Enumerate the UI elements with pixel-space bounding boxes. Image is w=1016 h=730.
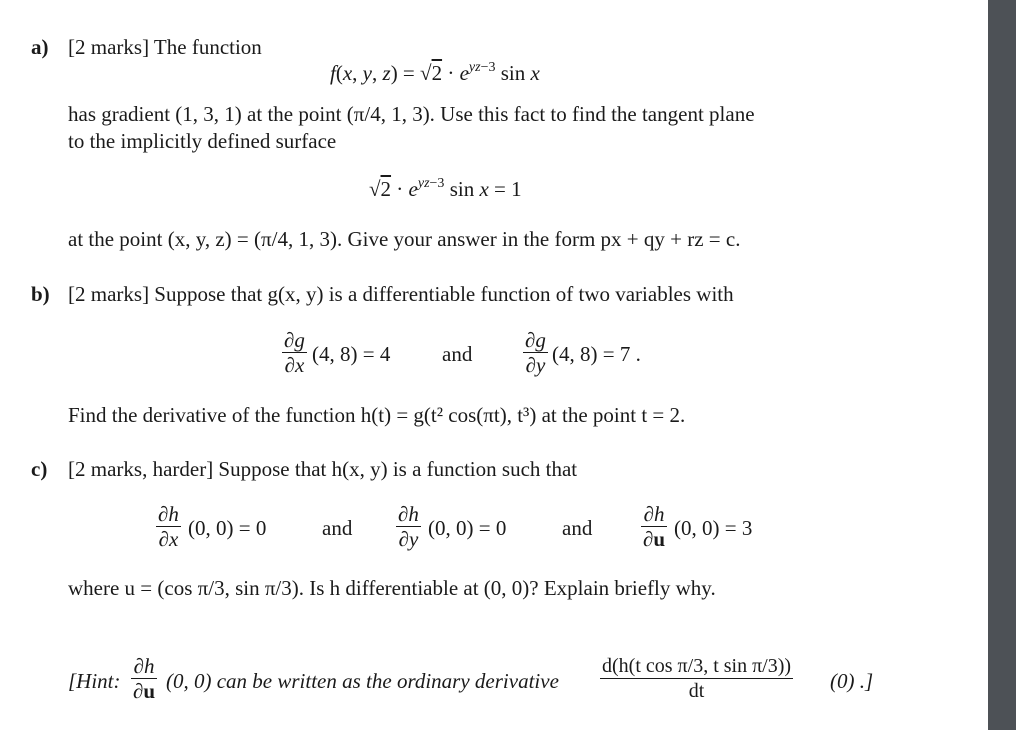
function-equation: [330, 60, 540, 86]
dg-dy-denominator: ∂y: [523, 352, 548, 377]
window-scrollbar-edge[interactable]: [988, 0, 1016, 730]
dh-dy-numerator: ∂h: [398, 502, 419, 526]
dg-dy-value: (4, 8) = 7 .: [552, 342, 641, 366]
dh-du-denominator: ∂u: [643, 527, 666, 551]
part-a-intro: [2 marks] The function: [68, 35, 262, 59]
dg-dy-fraction: [523, 328, 548, 377]
part-c-and-1: and: [322, 516, 353, 540]
dh-dx-denominator: ∂x: [156, 526, 181, 551]
part-a-label: a): [31, 35, 49, 59]
dh-du-numerator: ∂h: [643, 502, 665, 526]
dh-du-value: (0, 0) = 3: [674, 516, 753, 540]
dg-dx-fraction: [282, 328, 307, 377]
dg-dy-numerator: ∂g: [525, 328, 546, 352]
hint-open: [Hint:: [68, 669, 121, 693]
part-a-line3: at the point (x, y, z) = (π/4, 1, 3). Give your answer in the form px + qy + rz = c.: [68, 227, 741, 251]
hint-dh-du-denominator: ∂u: [133, 679, 156, 703]
part-c-label: c): [31, 457, 48, 481]
dh-dx-fraction: [156, 502, 181, 551]
hint-dh-du-fraction: [131, 654, 157, 703]
hint-derivative-numerator: d(h(t cos π/3, t sin π/3)): [602, 655, 792, 677]
dh-du-fraction: [641, 502, 667, 551]
dh-dy-fraction: [396, 502, 421, 551]
part-a-line2: to the implicitly defined surface: [68, 129, 337, 153]
hint-middle-text: (0, 0) can be written as the ordinary derivative: [166, 669, 559, 693]
part-c-line2: where u = (cos π/3, sin π/3). Is h differentiable at (0, 0)? Explain briefly why.: [68, 576, 716, 600]
dg-dx-value: (4, 8) = 4: [312, 342, 391, 366]
dh-dy-denominator: ∂y: [396, 526, 421, 551]
dg-dx-denominator: ∂x: [282, 352, 307, 377]
hint-close: (0) .]: [830, 669, 874, 693]
hint-dh-du-numerator: ∂h: [133, 654, 155, 678]
function-equation-display: f(x, y, $z) = √2 \cdot e^{yz-3}$ sin x: [330, 60, 540, 85]
dh-dx-value: (0, 0) = 0: [188, 516, 267, 540]
part-b-line1: [2 marks] Suppose that g(x, y) is a differentiable function of two variables with: [68, 282, 734, 306]
surface-equation: $√2 \cdot e^{yz-3}$ sin x = 1: [369, 176, 522, 201]
hint-ordinary-derivative-fraction: [600, 654, 793, 703]
part-a-line1: has gradient (1, 3, 1) at the point (π/4, 1, 3). Use this fact to find the tangent plane: [68, 102, 755, 126]
part-c-and-2: and: [562, 516, 593, 540]
part-b-label: b): [31, 282, 50, 306]
part-b-line2: Find the derivative of the function h(t) = g(t² cos(πt), t³) at the point t = 2.: [68, 403, 686, 427]
dh-dx-numerator: ∂h: [158, 502, 179, 526]
dh-dy-value: (0, 0) = 0: [428, 516, 507, 540]
hint-derivative-denominator: dt: [600, 678, 793, 703]
part-b-and: and: [442, 342, 473, 366]
dg-dx-numerator: ∂g: [284, 328, 305, 352]
part-c-line1: [2 marks, harder] Suppose that h(x, y) is a function such that: [68, 457, 578, 481]
